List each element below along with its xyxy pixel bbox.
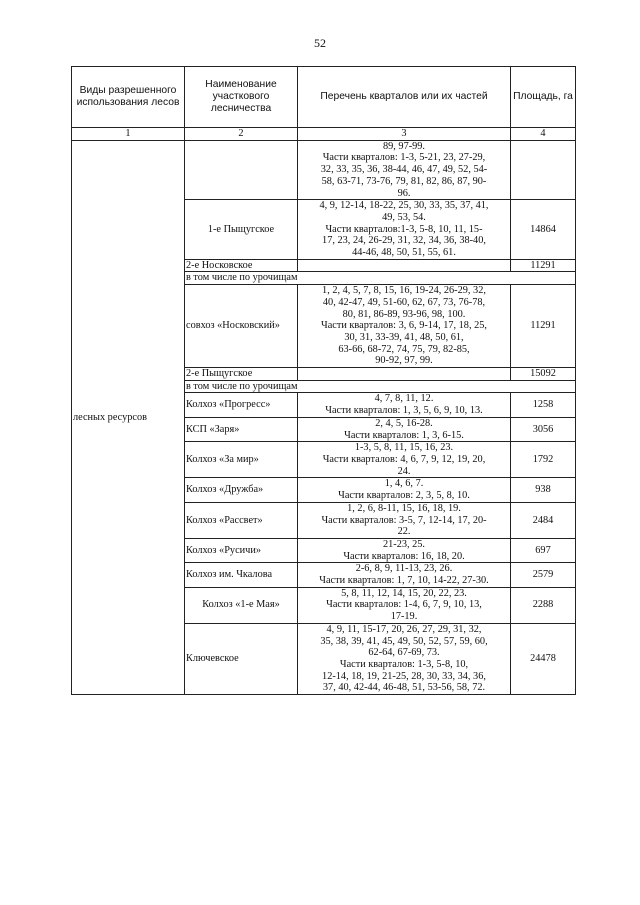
quarters-list bbox=[298, 623, 511, 694]
quarters-line: 12-14, 18, 19, 21-25, 28, 30, 33, 34, 36, bbox=[322, 670, 486, 682]
forestry-name: Колхоз «Русичи» bbox=[185, 538, 298, 562]
quarters-line: Части кварталов: 4, 6, 7, 9, 12, 19, 20, bbox=[322, 453, 486, 465]
quarters-line: Части кварталов: 3-5, 7, 12-14, 17, 20- bbox=[321, 514, 487, 526]
quarters-line: 58, 63-71, 73-76, 79, 81, 82, 86, 87, 90- bbox=[321, 175, 487, 187]
quarters-line: 1, 2, 6, 8-11, 15, 16, 18, 19. bbox=[347, 502, 461, 514]
area-value: 15092 bbox=[511, 368, 576, 381]
forestry-name: Ключевское bbox=[185, 623, 298, 694]
forestry-name: Колхоз «Дружба» bbox=[185, 478, 298, 502]
forestry-name: Колхоз «Рассвет» bbox=[185, 502, 298, 538]
column-number: 4 bbox=[511, 128, 576, 141]
quarters-line: Части кварталов: 3, 6, 9-14, 17, 18, 25, bbox=[321, 320, 487, 332]
quarters-line: Части кварталов: 1-3, 5-8, 10, bbox=[339, 658, 469, 670]
header-area: Площадь, га bbox=[511, 67, 576, 128]
column-number-row bbox=[72, 128, 576, 141]
quarters-list bbox=[298, 417, 511, 441]
quarters-line: 2, 4, 5, 16-28. bbox=[375, 417, 433, 429]
quarters-line: Части кварталов:1-3, 5-8, 10, 11, 15- bbox=[325, 223, 483, 235]
quarters-line: 80, 81, 86-89, 93-96, 98, 100. bbox=[342, 308, 466, 320]
forestry-name: 1-е Пыщугское bbox=[185, 200, 298, 260]
forestry-name: совхоз «Носковский» bbox=[185, 285, 298, 368]
forestry-name: КСП «Заря» bbox=[185, 417, 298, 441]
column-number: 3 bbox=[298, 128, 511, 141]
forestry-name bbox=[185, 140, 298, 200]
quarters-line: 17, 23, 24, 26-29, 31, 32, 34, 36, 38-40, bbox=[322, 235, 486, 247]
area-value: 938 bbox=[511, 478, 576, 502]
quarters-line: 1, 4, 6, 7. bbox=[384, 478, 424, 490]
forestry-name: Колхоз «1-е Мая» bbox=[185, 587, 298, 623]
quarters-line: 21-23, 25. bbox=[382, 538, 426, 550]
quarters-line: 4, 9, 11, 15-17, 20, 26, 27, 29, 31, 32, bbox=[326, 623, 482, 635]
area-value: 24478 bbox=[511, 623, 576, 694]
area-value: 697 bbox=[511, 538, 576, 562]
forestry-name: Колхоз «Прогресс» bbox=[185, 393, 298, 417]
quarters-line: 49, 53, 54. bbox=[382, 211, 426, 223]
page-number: 52 bbox=[314, 36, 326, 50]
forestry-name: 2-е Носковское bbox=[185, 259, 298, 272]
quarters-line: 30, 31, 33-39, 41, 48, 50, 61, bbox=[344, 331, 464, 343]
quarters-line: 44-46, 48, 50, 51, 55, 61. bbox=[352, 247, 456, 259]
area-value: 14864 bbox=[511, 200, 576, 260]
use-type-label: лесных ресурсов bbox=[72, 140, 185, 694]
quarters-list bbox=[298, 285, 511, 368]
quarters-line: Части кварталов: 1, 7, 10, 14-22, 27-30. bbox=[319, 575, 489, 587]
area-value bbox=[511, 140, 576, 200]
quarters-line: Части кварталов: 1-3, 5-21, 23, 27-29, bbox=[322, 152, 486, 164]
quarters-line: 5, 8, 11, 12, 14, 15, 20, 22, 23. bbox=[341, 587, 467, 599]
quarters-line: Части кварталов: 1-4, 6, 7, 9, 10, 13, bbox=[326, 599, 482, 611]
quarters-list bbox=[298, 563, 511, 587]
quarters-list bbox=[298, 442, 511, 478]
quarters-line: Части кварталов: 16, 18, 20. bbox=[343, 550, 465, 562]
table-body bbox=[72, 140, 576, 694]
quarters-list bbox=[298, 368, 511, 381]
header-forestry-name: Наименование участкового лесничества bbox=[185, 67, 298, 128]
quarters-line: Части кварталов: 2, 3, 5, 8, 10. bbox=[338, 490, 470, 502]
quarters-line: 37, 40, 42-44, 46-48, 51, 53-56, 58, 72. bbox=[322, 682, 486, 694]
area-value: 1792 bbox=[511, 442, 576, 478]
area-value: 11291 bbox=[511, 259, 576, 272]
quarters-list bbox=[298, 502, 511, 538]
header-use-types: Виды разрешенного использования лесов bbox=[72, 67, 185, 128]
quarters-line: 17-19. bbox=[390, 611, 418, 623]
quarters-line: 89, 97-99. bbox=[382, 140, 426, 152]
quarters-list bbox=[298, 538, 511, 562]
column-number: 1 bbox=[72, 128, 185, 141]
header-quarters-list: Перечень кварталов или их частей bbox=[298, 67, 511, 128]
quarters-line: 4, 9, 12-14, 18-22, 25, 30, 33, 35, 37, 41, bbox=[319, 200, 489, 212]
quarters-line: 40, 42-47, 49, 51-60, 62, 67, 73, 76-78, bbox=[322, 296, 486, 308]
quarters-list bbox=[298, 140, 511, 200]
table-row bbox=[72, 140, 576, 200]
quarters-line: 62-64, 67-69, 73. bbox=[368, 647, 440, 659]
quarters-table bbox=[71, 66, 576, 695]
quarters-line: 96. bbox=[397, 187, 411, 199]
area-value: 11291 bbox=[511, 285, 576, 368]
column-number: 2 bbox=[185, 128, 298, 141]
quarters-line: 35, 38, 39, 41, 45, 49, 50, 52, 57, 59, 60, bbox=[320, 635, 488, 647]
quarters-list bbox=[298, 259, 511, 272]
forestry-name: 2-е Пыщугское bbox=[185, 368, 298, 381]
section-label: в том числе по урочищам bbox=[185, 272, 576, 285]
area-value: 1258 bbox=[511, 393, 576, 417]
quarters-line: 1-3, 5, 8, 11, 15, 16, 23. bbox=[354, 442, 454, 454]
section-label: в том числе по урочищам bbox=[185, 380, 576, 393]
quarters-list bbox=[298, 200, 511, 260]
quarters-line: 32, 33, 35, 36, 38-44, 46, 47, 49, 52, 54- bbox=[320, 164, 488, 176]
quarters-list bbox=[298, 478, 511, 502]
area-value: 3056 bbox=[511, 417, 576, 441]
quarters-line: 24. bbox=[397, 465, 411, 477]
quarters-list bbox=[298, 587, 511, 623]
quarters-line: 4, 7, 8, 11, 12. bbox=[374, 393, 434, 405]
quarters-list bbox=[298, 393, 511, 417]
quarters-line: 2-6, 8, 9, 11-13, 23, 26. bbox=[355, 563, 453, 575]
quarters-line: Части кварталов: 1, 3, 6-15. bbox=[344, 429, 464, 441]
quarters-line: 90-92, 97, 99. bbox=[375, 355, 433, 367]
quarters-line: 22. bbox=[397, 526, 411, 538]
table-header-row bbox=[72, 67, 576, 128]
quarters-line: 63-66, 68-72, 74, 75, 79, 82-85, bbox=[338, 343, 470, 355]
forestry-name: Колхоз им. Чкалова bbox=[185, 563, 298, 587]
area-value: 2579 bbox=[511, 563, 576, 587]
area-value: 2288 bbox=[511, 587, 576, 623]
area-value: 2484 bbox=[511, 502, 576, 538]
quarters-line: 1, 2, 4, 5, 7, 8, 15, 16, 19-24, 26-29, 32, bbox=[322, 285, 486, 297]
forestry-name: Колхоз «За мир» bbox=[185, 442, 298, 478]
quarters-line: Части кварталов: 1, 3, 5, 6, 9, 10, 13. bbox=[325, 405, 483, 417]
